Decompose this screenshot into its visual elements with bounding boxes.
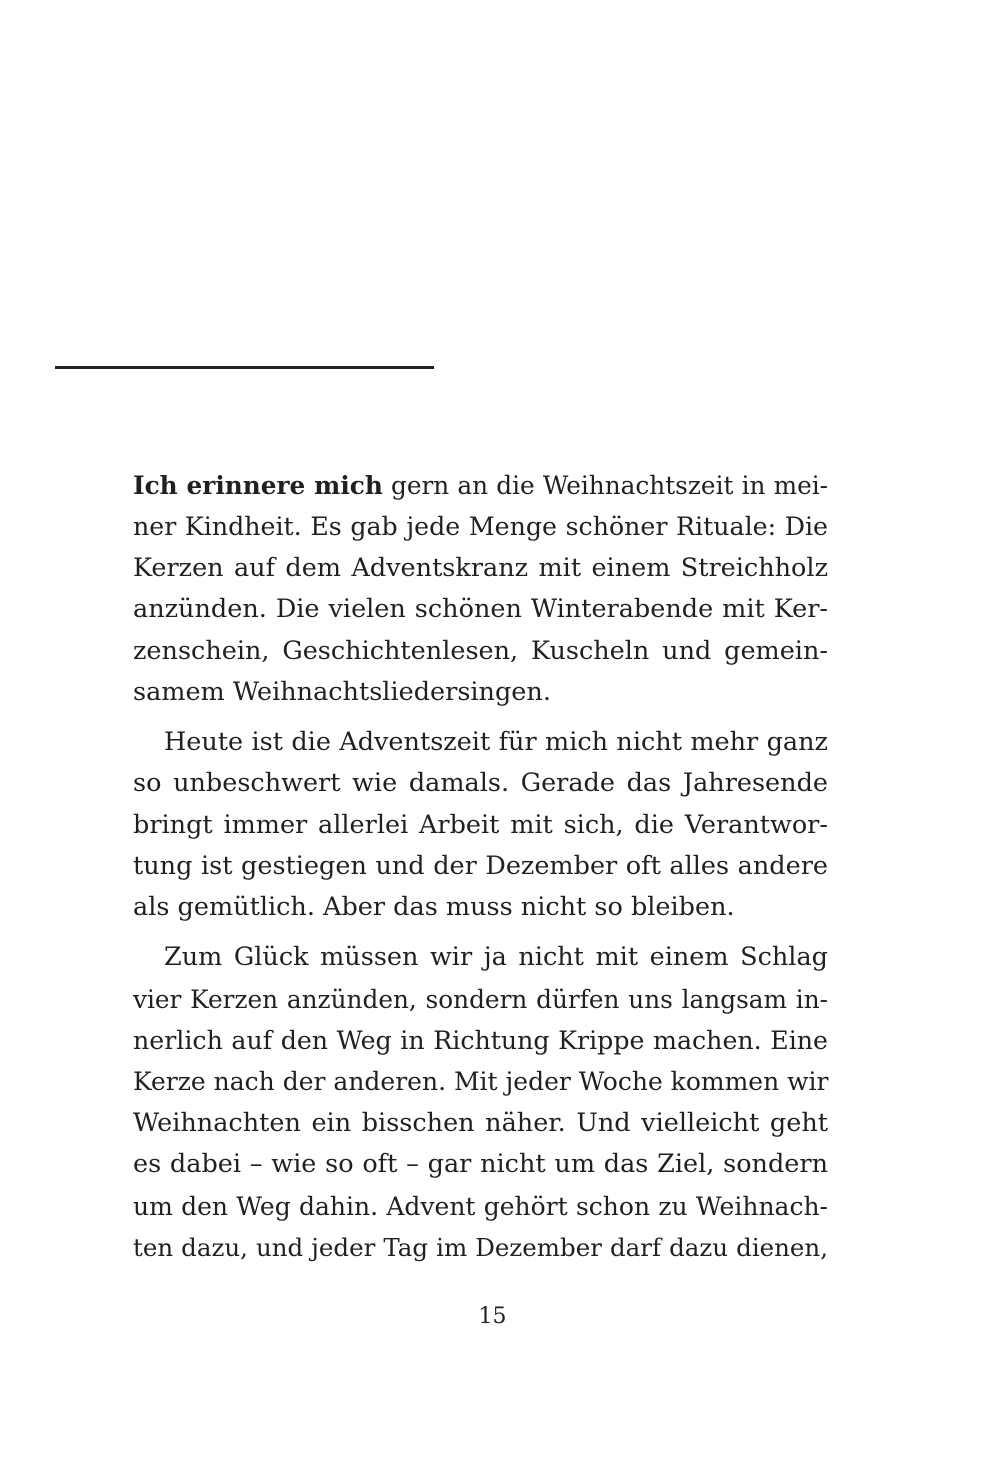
text-line: Heute ist die Adventszeit für mich nicht mehr ganz (164, 726, 828, 757)
text-line: ner Kindheit. Es gab jede Menge schöner Rituale: Die (133, 512, 828, 542)
text-line: Kerzen auf dem Adventskranz mit einem Streichholz (133, 552, 828, 583)
text-line: vier Kerzen anzünden, sondern dürfen uns langsam in- (133, 984, 828, 1014)
text-line: bringt immer allerlei Arbeit mit sich, die Verantwor- (133, 809, 828, 840)
text-line: Zum Glück müssen wir ja nicht mit einem Schlag (164, 942, 828, 973)
text-line: Weihnachten ein bisschen näher. Und vielleicht geht (133, 1107, 828, 1138)
text-line: als gemütlich. Aber das muss nicht so bleiben. (133, 892, 735, 923)
text-line: so unbeschwert wie damals. Gerade das Jahresende (133, 768, 828, 799)
text-line: zenschein, Geschichtenlesen, Kuscheln und gemein- (133, 635, 828, 666)
lead-in: Ich erinnere mich (133, 471, 383, 500)
decorative-rule (55, 366, 434, 369)
text-line: Kerze nach der anderen. Mit jeder Woche kommen wir (133, 1067, 829, 1097)
text-line: anzünden. Die vielen schönen Winterabende mit Ker- (133, 594, 828, 625)
page-number: 15 (478, 1304, 507, 1329)
text-line: tung ist gestiegen und der Dezember oft alles andere (133, 851, 828, 882)
text-line: Ich erinnere mich gern an die Weihnachtszeit in mei- (133, 471, 828, 500)
text-line: ten dazu, und jeder Tag im Dezember darf dazu dienen, (133, 1233, 828, 1263)
text-line: samem Weihnachtsliedersingen. (133, 676, 551, 707)
text-line: es dabei – wie so oft – gar nicht um das Ziel, sondern (133, 1149, 828, 1180)
text-line: nerlich auf den Weg in Richtung Krippe machen. Eine (133, 1026, 828, 1056)
body-text (133, 465, 828, 1268)
text-line: um den Weg dahin. Advent gehört schon zu Weihnach- (133, 1191, 828, 1221)
